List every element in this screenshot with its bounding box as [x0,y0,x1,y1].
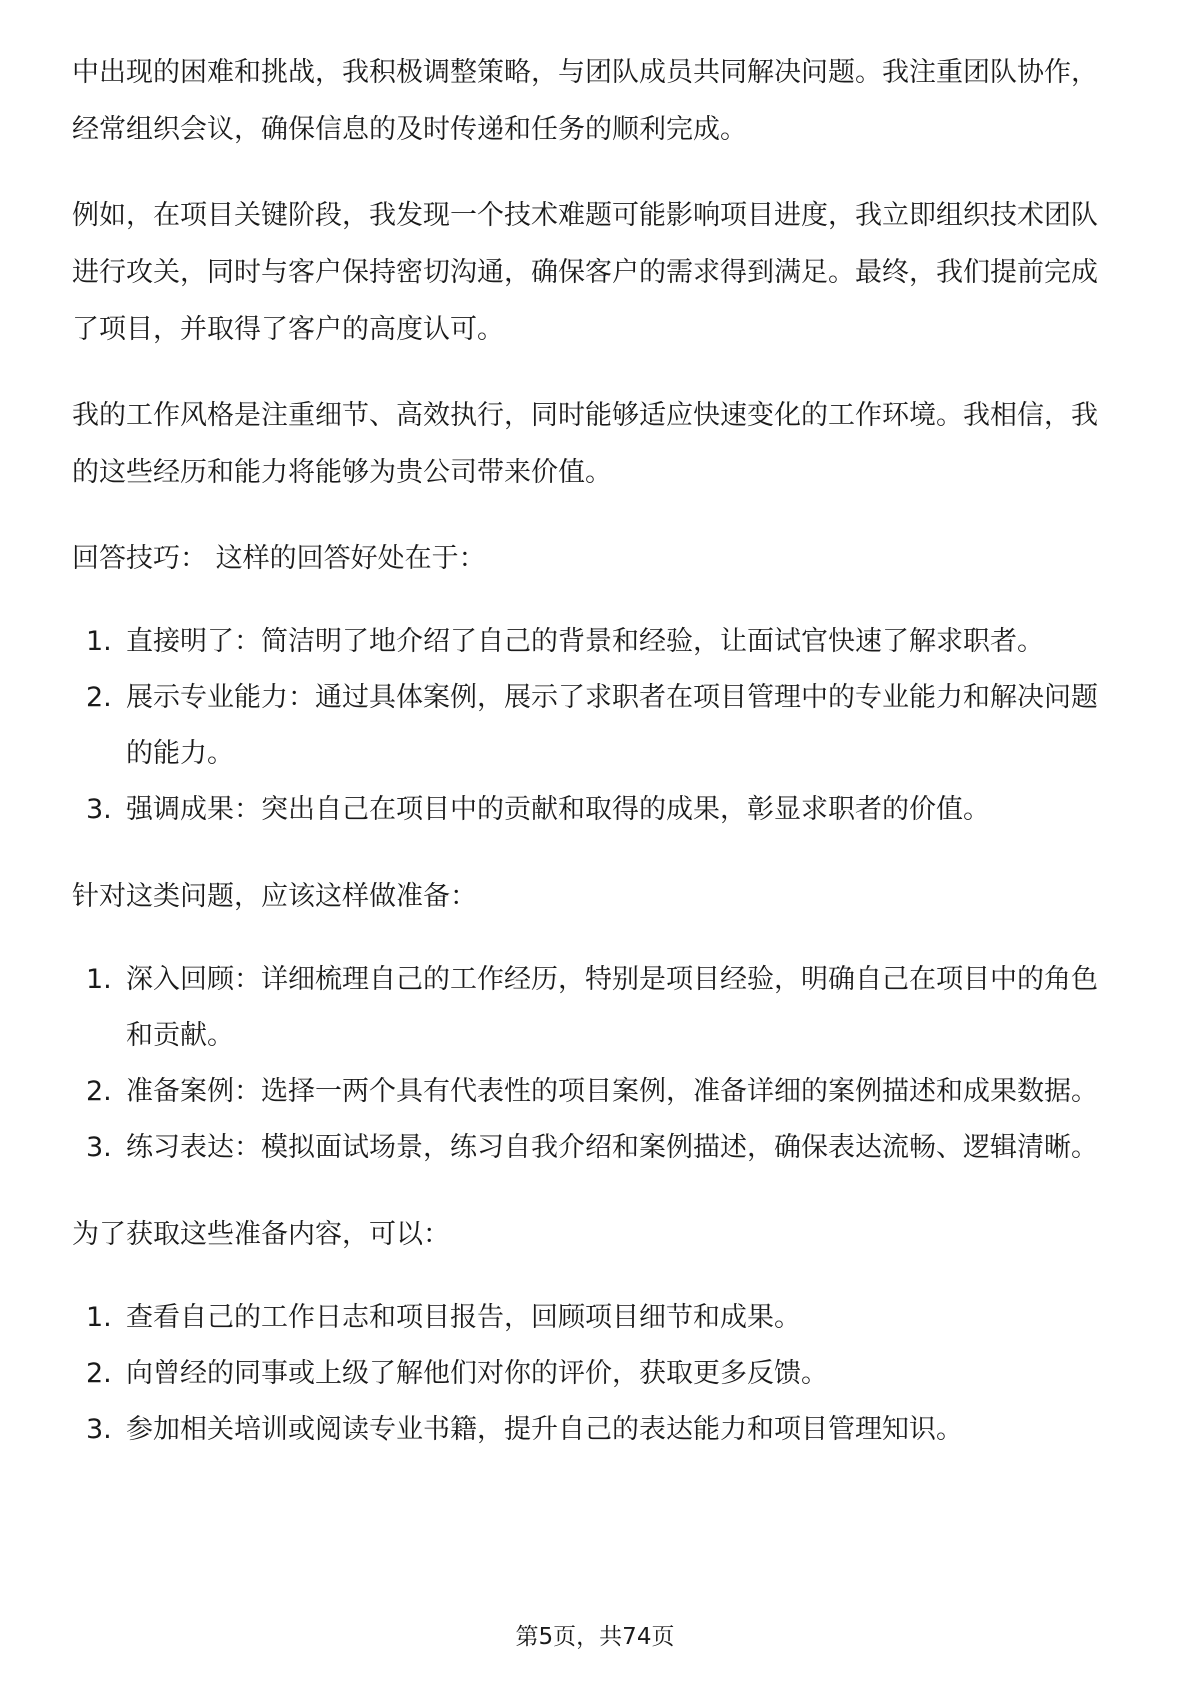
list-item-number: 3. [86,794,112,825]
list-item-text: 展示专业能力：通过具体案例，展示了求职者在项目管理中的专业能力和解决问题的能力。 [126,682,1098,769]
list-item [72,670,1118,782]
section-heading-preparation: 针对这类问题，应该这样做准备： [72,881,477,912]
list-item [72,614,1118,670]
list-item-text: 参加相关培训或阅读专业书籍，提升自己的表达能力和项目管理知识。 [126,1414,963,1445]
paragraph-work-style: 我的工作风格是注重细节、高效执行，同时能够适应快速变化的工作环境。我相信，我的这些经历和能力将能够为贵公司带来价值。 [72,400,1098,488]
page-number-footer: 第5页，共74页 [515,1624,675,1650]
list-item-number: 3. [86,1132,112,1163]
list-item-number: 1. [86,626,112,657]
list-item-text: 向曾经的同事或上级了解他们对你的评价，获取更多反馈。 [126,1358,828,1389]
list-item-text: 深入回顾：详细梳理自己的工作经历，特别是项目经验，明确自己在项目中的角色和贡献。 [126,964,1098,1051]
list-item [72,1402,1118,1458]
list-item-text: 强调成果：突出自己在项目中的贡献和取得的成果，彰显求职者的价值。 [126,794,990,825]
list-item [72,952,1118,1064]
list-item-number: 1. [86,964,112,995]
list-item-number: 2. [86,1076,112,1107]
list-item [72,1346,1118,1402]
paragraph-example: 例如，在项目关键阶段，我发现一个技术难题可能影响项目进度，我立即组织技术团队进行攻关，同时与客户保持密切沟通，确保客户的需求得到满足。最终，我们提前完成了项目，并取得了客户的高度认可。 [72,200,1098,345]
list-item-number: 2. [86,1358,112,1389]
section-heading-answer-tips: 回答技巧： 这样的回答好处在于： [72,543,486,574]
list-item-text: 查看自己的工作日志和项目报告，回顾项目细节和成果。 [126,1302,801,1333]
sources-list [72,1290,1118,1458]
list-item [72,1290,1118,1346]
list-item [72,782,1118,838]
list-item-number: 3. [86,1414,112,1445]
section-heading-sources: 为了获取这些准备内容，可以： [72,1219,450,1250]
list-item [72,1120,1118,1176]
page-content [72,44,1118,1488]
answer-tips-list [72,614,1118,838]
list-item-number: 1. [86,1302,112,1333]
list-item [72,1064,1118,1120]
paragraph-continuation: 中出现的困难和挑战，我积极调整策略，与团队成员共同解决问题。我注重团队协作，经常组织会议，确保信息的及时传递和任务的顺利完成。 [72,57,1098,145]
list-item-text: 准备案例：选择一两个具有代表性的项目案例，准备详细的案例描述和成果数据。 [126,1076,1098,1107]
preparation-list [72,952,1118,1176]
list-item-text: 练习表达：模拟面试场景，练习自我介绍和案例描述，确保表达流畅、逻辑清晰。 [126,1132,1098,1163]
list-item-number: 2. [86,682,112,713]
list-item-text: 直接明了：简洁明了地介绍了自己的背景和经验，让面试官快速了解求职者。 [126,626,1044,657]
